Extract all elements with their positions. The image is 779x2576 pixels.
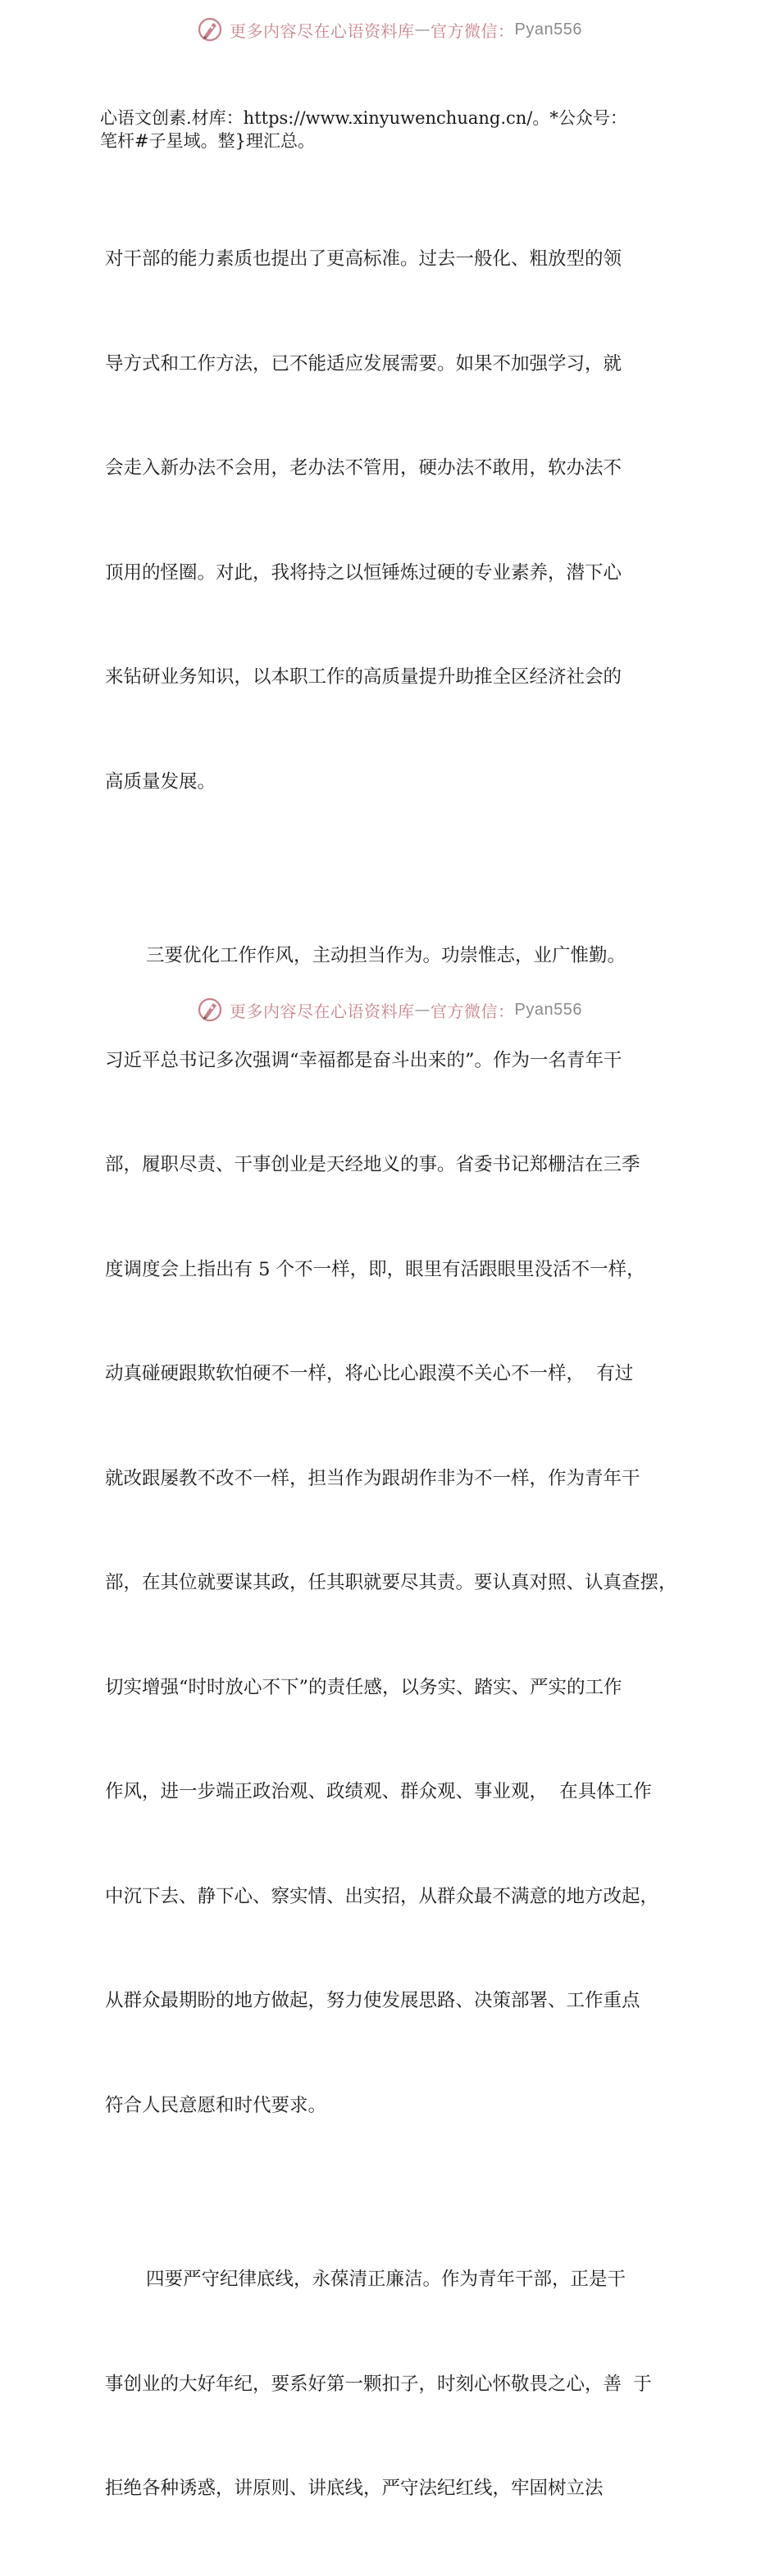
text-line: 动真碰硬跟欺软怕硬不一样，将心比心跟漠不关心不一样， 有过 [105, 1363, 634, 1384]
paragraph [105, 869, 702, 2192]
text-line: 度调度会上指出有 5 个不一样，即，眼里有活跟眼里没活不一样， [105, 1258, 645, 1280]
watermark-text [230, 18, 582, 42]
pen-nib-logo-icon [197, 997, 223, 1023]
watermark-main: 更多内容尽在心语资料库 [230, 20, 415, 41]
text-line: 符合人民意愿和时代要求。 [105, 2094, 327, 2116]
watermark-channel: 官方微信： [430, 20, 515, 41]
text-line: 就改跟屡教不改不一样，担当作为跟胡作非为不一样，作为青年干 [105, 1467, 640, 1489]
text-line: 高质量发展。 [105, 770, 216, 793]
text-line: 切实增强“时时放心不下”的责任感，以务实、踏实、严实的工作 [105, 1676, 622, 1698]
text-line: 习近平总书记多次强调“幸福都是奋斗出来的”。作为一名青年干 [105, 1049, 622, 1071]
watermark-channel: 官方微信： [430, 1001, 515, 1021]
text-line: 部，在其位就要谋其政，任其职就要尽其责。要认真对照、认真查摆， [105, 1572, 677, 1593]
text-line: 四要严守纪律底线，永葆清正廉洁。作为青年干部，正是干 [146, 2269, 626, 2290]
watermark-separator: — [414, 20, 431, 39]
text-line: 中沉下去、静下心、察实情、出实招，从群众最不满意的地方改起， [105, 1885, 659, 1907]
source-note-line: 笔杆#子星域。整}理汇总。 [100, 131, 315, 151]
text-line: 从群众最期盼的地方做起，努力使发展思路、决策部署、工作重点 [105, 1990, 640, 2011]
header-watermark [0, 13, 779, 46]
text-line: 导方式和工作方法，已不能适应发展需要。如果不加强学习，就 [105, 352, 622, 375]
pen-nib-logo-icon [197, 16, 223, 43]
paragraph [105, 172, 702, 869]
text-line: 来钻研业务知识，以本职工作的高质量提升助推全区经济社会的 [105, 666, 622, 688]
document-body [105, 172, 702, 2576]
text-line: 顶用的怪圈。对此，我将持之以恒锤炼过硬的专业素养，潜下心 [105, 561, 622, 584]
text-line: 对干部的能力素质也提出了更高标准。过去一般化、粗放型的领 [105, 248, 622, 270]
text-line: 三要优化工作作风，主动担当作为。功崇惟志，业广惟勤。 [146, 945, 626, 966]
footer-watermark [0, 993, 779, 1026]
watermark-main: 更多内容尽在心语资料库 [230, 1001, 415, 1021]
text-line: 事创业的大好年纪，要系好第一颗扣子，时刻心怀敬畏之心，善 于 [105, 2373, 652, 2395]
text-line: 作风，进一步端正政治观、政绩观、群众观、事业观， 在具体工作 [105, 1781, 652, 1802]
watermark-text [230, 998, 582, 1022]
watermark-id: Pyan556 [514, 20, 582, 39]
text-line: 会走入新办法不会用，老办法不管用，硬办法不敢用，软办法不 [105, 457, 622, 479]
text-line: 部，履职尽责、干事创业是天经地义的事。省委书记郑栅洁在三季 [105, 1154, 640, 1175]
watermark-id: Pyan556 [514, 1000, 582, 1019]
source-note-line: 心语文创素.材库：https://www.xinyuwenchuang.cn/。*公众号： [100, 108, 627, 128]
text-line: 拒绝各种诱惑，讲原则、讲底线，严守法纪红线，牢固树立法 [105, 2478, 604, 2499]
paragraph [105, 2192, 702, 2576]
watermark-separator: — [414, 1001, 431, 1019]
source-note [100, 107, 690, 152]
